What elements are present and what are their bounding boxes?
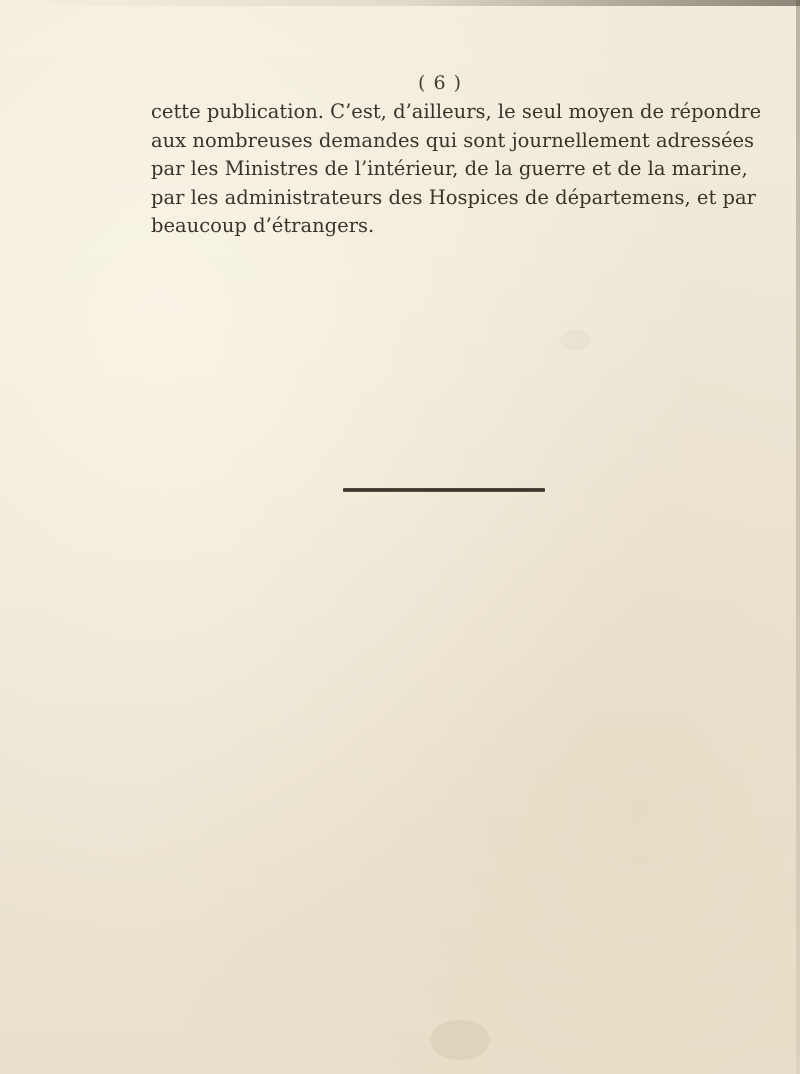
paragraph-line: cette publication. C’est, d’ailleurs, le seul moyen de répondre — [151, 100, 762, 123]
section-divider-rule — [343, 488, 545, 492]
paper-stain — [430, 1020, 490, 1060]
paragraph-line: par les Ministres de l’intérieur, de la guerre et de la marine, — [151, 157, 748, 181]
paragraph-line: beaucoup d’étrangers. — [151, 214, 375, 238]
page-top-edge — [0, 0, 800, 6]
paragraph-line: aux nombreuses demandes qui sont journellement adressées — [151, 128, 755, 152]
page-number: ( 6 ) — [418, 72, 462, 94]
paper-stain — [560, 330, 590, 350]
page-right-edge — [796, 0, 800, 1074]
body-paragraph — [151, 98, 762, 241]
paragraph-line: par les administrateurs des Hospices de départemens, et par — [151, 185, 756, 209]
